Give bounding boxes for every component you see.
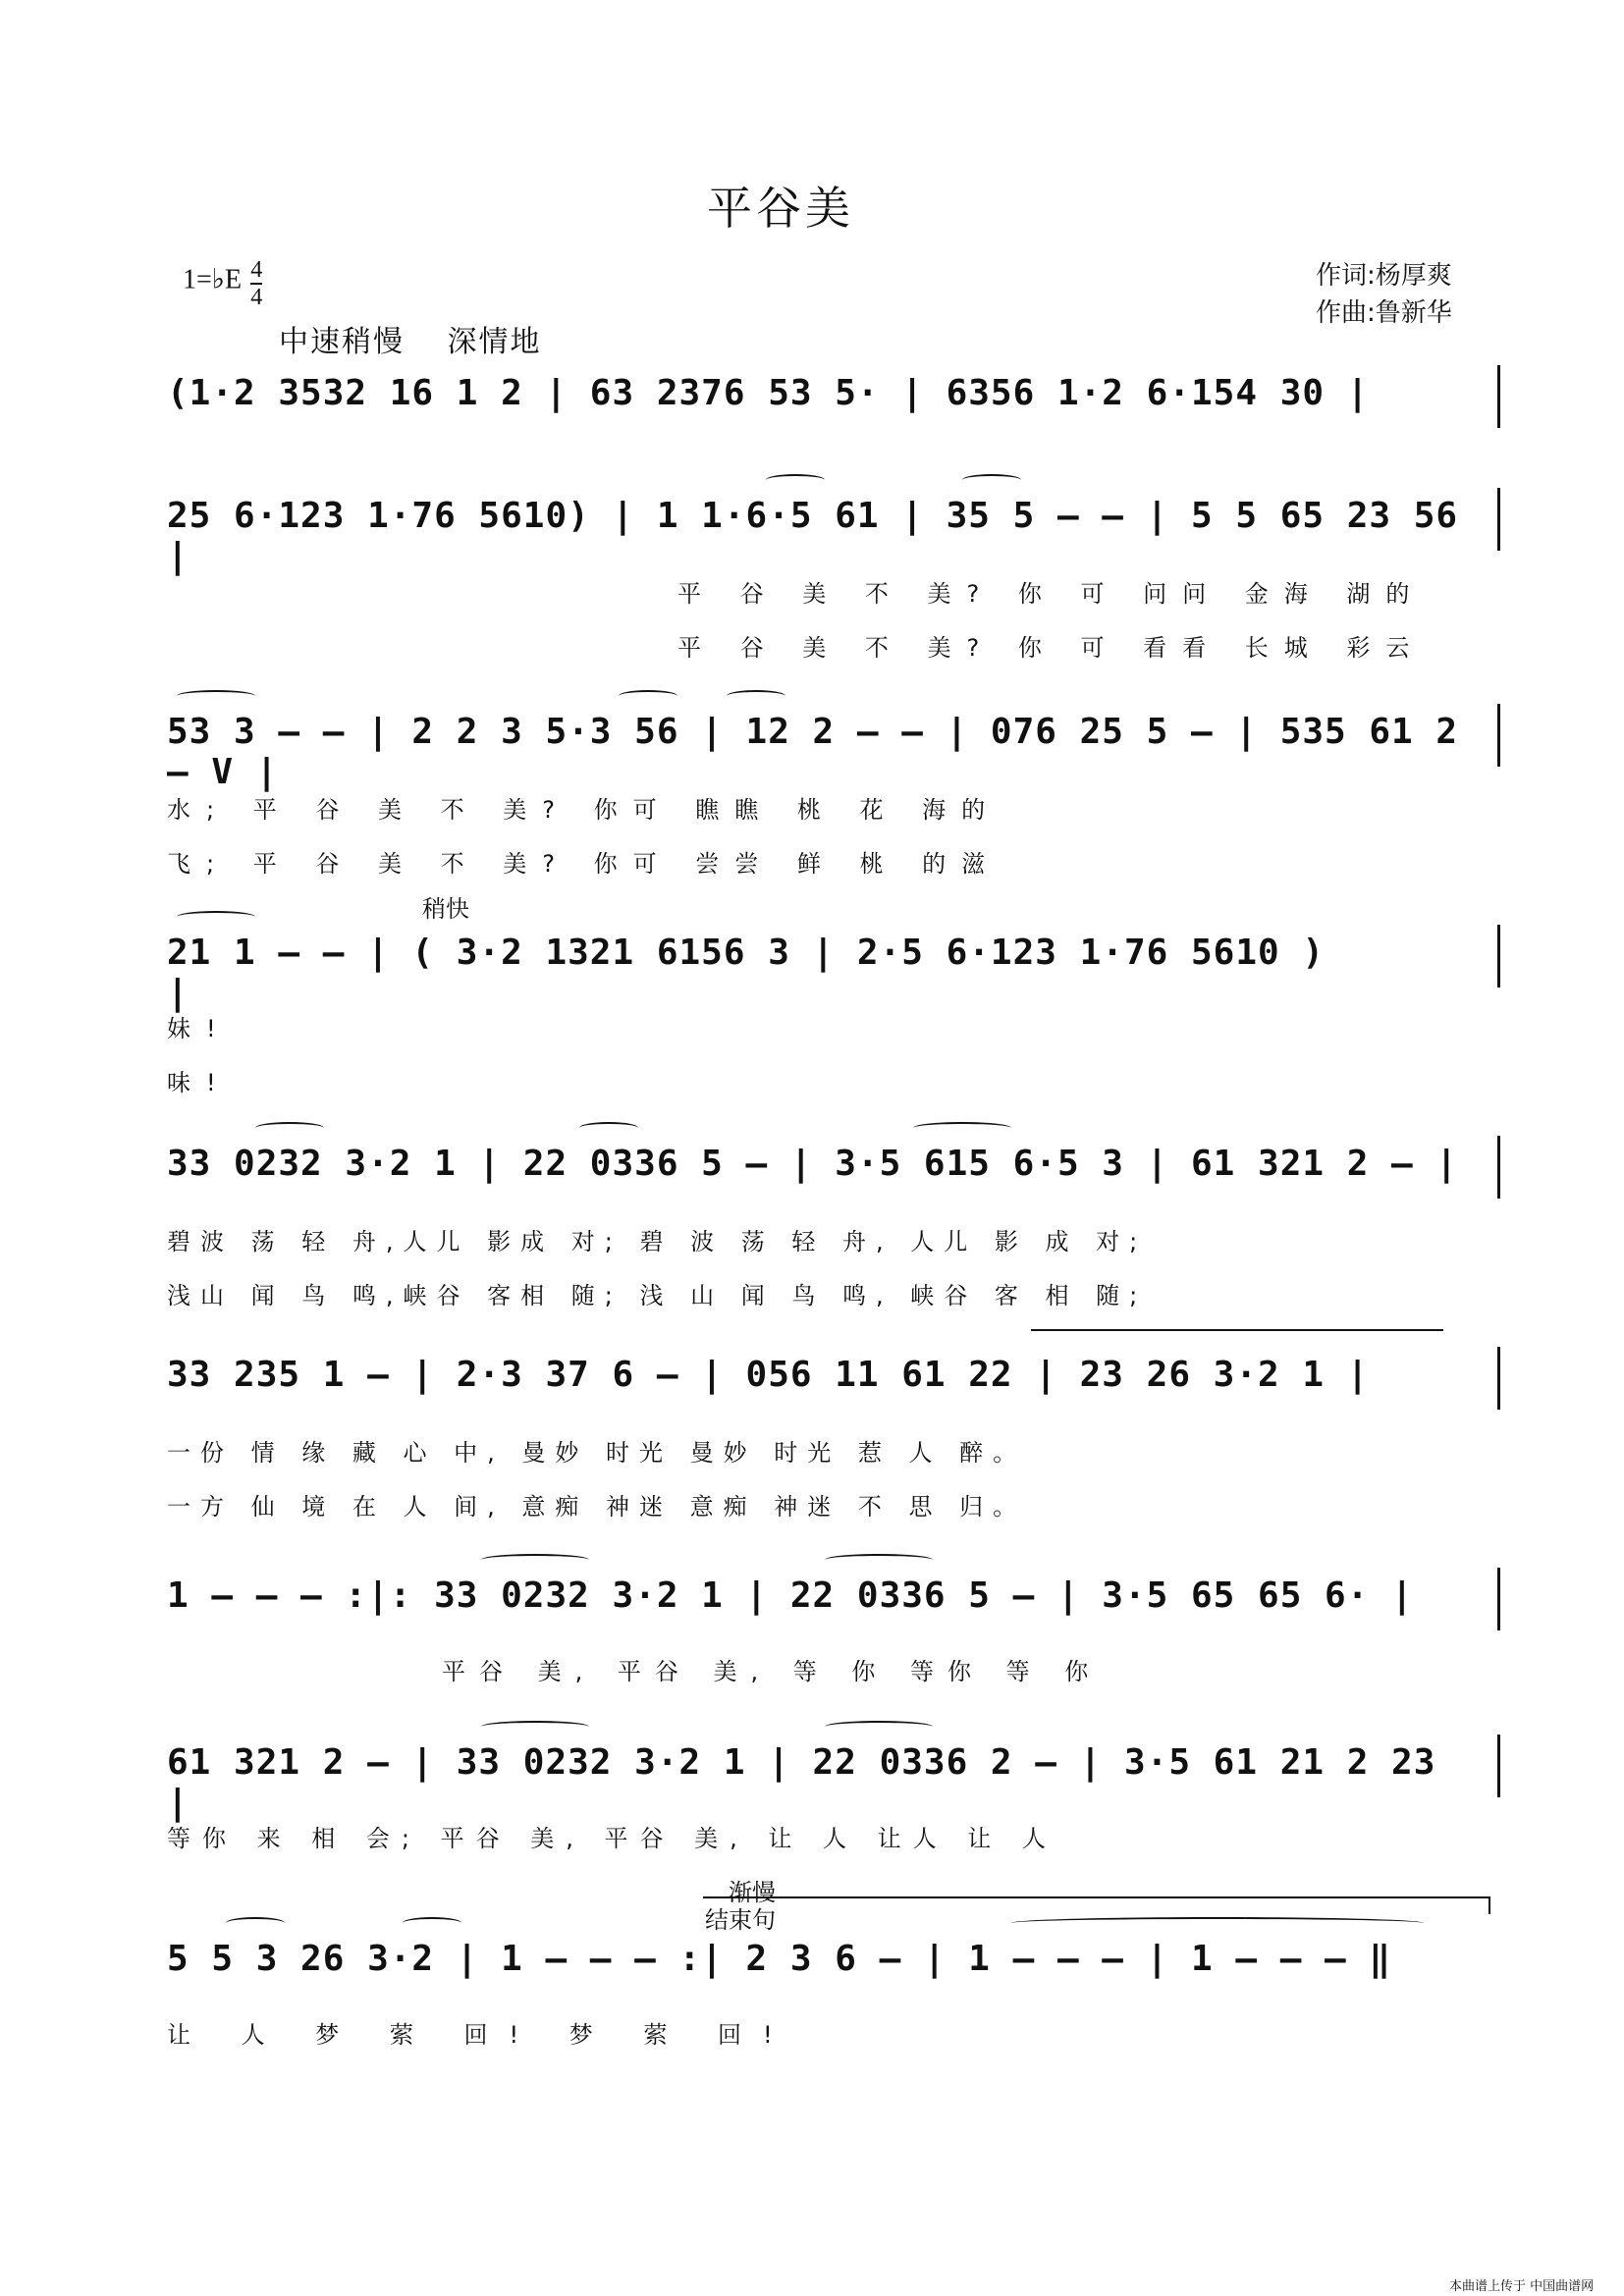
notes-line-1: (1·2 3532 16 1 2 | 63 2376 53 5· | 6356 1·2 6·154 30 | [167,373,1370,413]
slur [226,1917,285,1929]
score-line-3 [167,712,1502,878]
slur [825,1554,933,1566]
tempo-slower: 渐慢 [729,1879,776,1906]
notes-line-4: 21 1 – – | ( 3·2 1321 6156 3 | 2·5 6·123 1·76 5610 ) | [167,933,1326,1013]
ending-phrase-label: 结束句 [705,1906,776,1934]
notes-line-8: 61 321 2 – | 33 0232 3·2 1 | 22 0336 2 – | 3·5 61 21 2 23 | [167,1742,1436,1823]
slur [913,1122,1011,1134]
lyrics-verse-1: 平谷 美, 平谷 美, 等 你 等你 等 你 [442,1658,1103,1685]
score-line-1 [167,373,1502,432]
key-signature [183,257,262,310]
tempo-marking: 中速稍慢 深情地 [279,325,542,359]
composer: 作曲:鲁新华 [1316,298,1452,328]
score-line-5 [167,1144,1502,1309]
barline-end [1497,704,1500,767]
tempo-faster: 稍快 [422,895,469,923]
barline-end [1497,1568,1500,1630]
slur [403,1917,461,1929]
slur [579,1122,638,1134]
lyrics-verse-1: 等你 来 相 会; 平谷 美, 平谷 美, 让 人 让人 让 人 [167,1825,1057,1852]
slur [177,690,255,702]
ending-bracket [703,1896,1490,1914]
notes-line-2: 25 6·123 1·76 5610) | 1 1·6·5 61 | 35 5 – – | 5 5 65 23 56 | [167,496,1459,576]
notes-line-6: 33 235 1 – | 2·3 37 6 – | 056 11 61 22 | 23 26 3·2 1 | [167,1355,1370,1395]
score-line-7 [167,1575,1502,1683]
lyrics-verse-1: 让 人 梦 萦 回! 梦 萦 回! [167,2021,794,2049]
time-top: 4 [250,257,263,283]
score-line-4 [167,933,1502,1096]
slur [962,474,1021,486]
lyrics-verse-2: 味! [167,1069,232,1096]
lyrics-verse-1: 水; 平 谷 美 不 美? 你可 瞧瞧 桃 花 海的 [167,796,1001,824]
time-signature [250,257,262,310]
credits [1316,257,1452,332]
slur [177,911,255,923]
lyrics-verse-1: 一份 情 缘 藏 心 中, 曼妙 时光 曼妙 时光 惹 人 醉。 [167,1439,1027,1467]
score-line-6 [167,1355,1502,1521]
slur [1031,1329,1443,1331]
lyrics-verse-2: 浅山 闻 鸟 鸣,峡谷 客相 随; 浅 山 闻 鸟 鸣, 峡谷 客 相 随; [167,1282,1148,1309]
score-line-8 [167,1742,1502,1850]
slur [825,1721,933,1733]
notes-line-5: 33 0232 3·2 1 | 22 0336 5 – | 3·5 615 6·5 3 | 61 321 2 – | [167,1144,1459,1184]
slur [481,1554,589,1566]
lyrics-verse-2: 平 谷 美 不 美? 你 可 看看 长城 彩云 [677,634,1426,662]
notes-line-7: 1 – – – :|: 33 0232 3·2 1 | 22 0336 5 – | 3·5 65 65 6· | [167,1575,1414,1616]
notes-line-3: 53 3 – – | 2 2 3 5·3 56 | 12 2 – – | 076 25 5 – | 535 61 2 – V | [167,712,1459,792]
barline-end [1497,925,1500,988]
lyrics-verse-2: 一方 仙 境 在 人 间, 意痴 神迷 意痴 神迷 不 思 归。 [167,1493,1027,1521]
lyricist: 作词:杨厚爽 [1316,261,1452,291]
barline-end [1497,1735,1500,1797]
barline-end [1497,1136,1500,1199]
lyrics-verse-1: 平 谷 美 不 美? 你 可 问问 金海 湖的 [677,580,1426,608]
slur [619,690,677,702]
song-title: 平谷美 [707,182,854,235]
slur [481,1721,589,1733]
slur [1011,1917,1424,1929]
barline-end [1497,365,1500,428]
time-bottom: 4 [250,285,263,310]
lyrics-verse-1: 妹! [167,1015,232,1042]
barline-end [1497,1347,1500,1410]
score-line-2 [167,496,1502,662]
site-footer: 本曲谱上传于 中国曲谱网 [1449,2279,1595,2294]
score-line-9 [167,1939,1502,2047]
lyrics-verse-2: 飞; 平 谷 美 不 美? 你可 尝尝 鲜 桃 的滋 [167,850,1001,878]
notes-line-9: 5 5 3 26 3·2 | 1 – – – :| 2 3 6 – | 1 – – – | 1 – – – ‖ [167,1939,1392,1979]
key-label: 1=♭E [183,264,243,295]
lyrics-verse-1: 碧波 荡 轻 舟,人儿 影成 对; 碧 波 荡 轻 舟, 人儿 影 成 对; [167,1228,1148,1255]
slur [727,690,785,702]
slur [255,1122,324,1134]
barline-end [1497,488,1500,551]
slur [766,474,825,486]
